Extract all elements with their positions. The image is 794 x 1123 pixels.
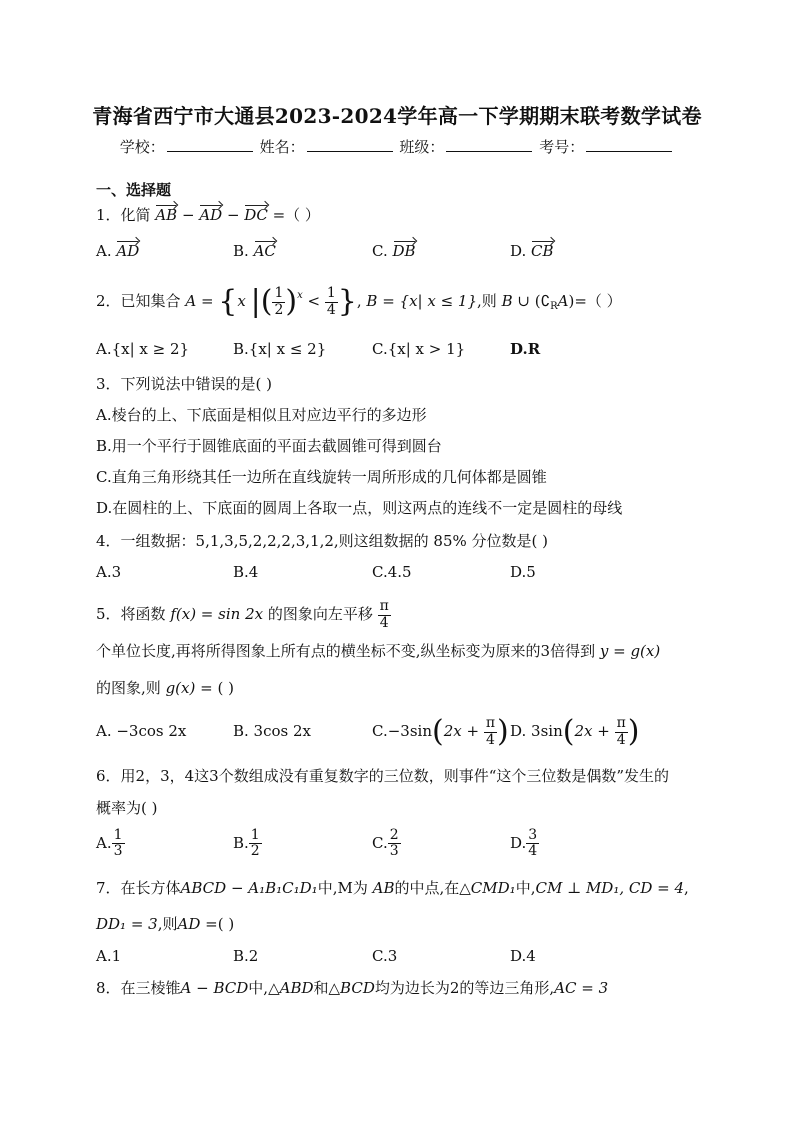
q2-middle: ,则 [477, 292, 497, 310]
q4-option-d[interactable]: D.5 [510, 563, 536, 581]
q5-line3-suffix: ( ) [217, 679, 234, 697]
q8-pyramid: A − BCD [180, 979, 249, 997]
q8-and: 和 [313, 979, 329, 997]
q7-triangle: △CMD₁ [459, 879, 516, 897]
set-b: B = {x| x ≤ 1} [366, 292, 478, 310]
student-info-row [0, 136, 794, 157]
q5-option-d-label: D. 3sin [510, 722, 563, 740]
q5-option-c-label: C.−3sin [372, 722, 432, 740]
q5-option-a[interactable]: A. −3cos 2x [96, 722, 187, 740]
class-blank[interactable] [446, 139, 532, 152]
q7-mid: 中,M为 [317, 879, 368, 897]
school-blank[interactable] [167, 139, 253, 152]
q7-line2-suffix: ,则 [157, 915, 178, 933]
q5-option-c[interactable]: C.−3sin(2x + $\frac{\pi}{4}$ ) [372, 714, 509, 749]
vector-icon: AD [116, 242, 140, 260]
q7-option-c[interactable]: C.3 [372, 947, 398, 965]
q1-stem: 1．化简 AB − AD − DC =（ ） [96, 206, 320, 224]
q1-prefix: 1．化简 [96, 206, 151, 224]
q5-line2-text: 个单位长度,再将所得图象上所有点的横坐标不变,纵坐标变为原来的3倍得到 [96, 642, 596, 660]
q3-option-a[interactable]: A.棱台的上、下底面是相似且对应边平行的多边形 [96, 406, 427, 424]
q5-stem-line1: 5．将函数 f(x) = sin 2x 的图象向左平移 $\frac{\pi}{4}$ [96, 598, 389, 631]
q8-triangle-bcd: △BCD [328, 979, 375, 997]
q5-line2-func: y = g(x) [599, 642, 661, 660]
q4-option-b[interactable]: B.4 [233, 563, 259, 581]
q7-ad: AD = [177, 915, 218, 933]
q4-stem: 4．一组数据：5,1,3,5,2,2,2,3,1,2,则这组数据的 85% 分位数是( ) [96, 532, 549, 550]
q4-option-c[interactable]: C.4.5 [372, 563, 412, 581]
q6-stem-line2: 概率为( ) [96, 799, 158, 817]
page-title: 青海省西宁市大通县2023-2024学年高一下学期期末联考数学试卷 [92, 104, 702, 128]
q7-prefix: 7．在长方体 [96, 879, 181, 897]
name-label: 姓名： [259, 138, 305, 156]
q1-suffix: =（ ） [272, 206, 320, 224]
q6-option-b[interactable]: B. $\frac{1}{2}$ [233, 827, 260, 860]
q3-option-b[interactable]: B.用一个平行于圆锥底面的平面去截圆锥可得到圆台 [96, 437, 442, 455]
q5-line3-func: g(x) = [165, 679, 213, 697]
q2-option-c[interactable]: C.{x| x > 1} [372, 340, 466, 358]
q8-mid2: 均为边长为2的等边三角形, [374, 979, 555, 997]
q2-suffix: =（ ） [574, 292, 622, 310]
q8-stem [96, 978, 754, 998]
q5-line3-text: 的图象,则 [96, 679, 161, 697]
q2-option-d[interactable]: D.R [510, 340, 541, 358]
q1-option-c[interactable]: C. DB [372, 242, 416, 260]
q7-mid3: 中, [515, 879, 536, 897]
q8-triangle-abd: △ABD [268, 979, 314, 997]
q7-solid: ABCD − A₁B₁C₁D₁ [180, 879, 318, 897]
vector-ad: AD [199, 206, 223, 224]
q1-option-d[interactable]: D. CB [510, 242, 554, 260]
q4-option-a[interactable]: A.3 [96, 563, 122, 581]
q5-stem-line3 [96, 678, 754, 698]
q5-stem-line2 [96, 641, 754, 661]
q7-mid2: 的中点,在 [394, 879, 460, 897]
q7-option-a[interactable]: A.1 [96, 947, 122, 965]
q3-option-d[interactable]: D.在圆柱的上、下底面的圆周上各取一点，则这两点的连线不一定是圆柱的母线 [96, 499, 623, 517]
q6-stem-line1: 6．用2，3，4这3个数组成没有重复数字的三位数，则事件“这个三位数是偶数”发生的 [96, 767, 670, 785]
q2-option-a[interactable]: A.{x| x ≥ 2} [96, 340, 190, 358]
q1-option-a[interactable]: A. AD [96, 242, 140, 260]
q7-dd1: DD₁ = 3 [96, 915, 158, 933]
q5-option-b[interactable]: B. 3cos 2x [233, 722, 312, 740]
vector-icon: DB [392, 242, 416, 260]
q3-stem: 3．下列说法中错误的是( ) [96, 375, 273, 393]
q7-line2-end: ( ) [217, 915, 235, 933]
q5-func: f(x) = sin 2x [170, 605, 264, 623]
number-blank[interactable] [586, 139, 672, 152]
q7-condition: CM ⊥ MD₁, CD = 4 [535, 879, 685, 897]
q1-option-b[interactable]: B. AC [233, 242, 276, 260]
q6-option-a[interactable]: A. $\frac{1}{3}$ [96, 827, 123, 860]
number-label: 考号： [539, 138, 585, 156]
q6-option-c[interactable]: C. $\frac{2}{3}$ [372, 827, 399, 860]
q8-mid: 中, [248, 979, 269, 997]
vector-icon: AC [253, 242, 276, 260]
q7-ab: AB [372, 879, 395, 897]
name-blank[interactable] [307, 139, 393, 152]
q7-stem-line2 [96, 914, 754, 934]
q6-option-d[interactable]: D. $\frac{3}{4}$ [510, 827, 538, 860]
q2-prefix: 2．已知集合 [96, 292, 181, 310]
q8-prefix: 8．在三棱锥 [96, 979, 181, 997]
q3-option-c[interactable]: C.直角三角形绕其任一边所在直线旋转一周所形成的几何体都是圆锥 [96, 468, 547, 486]
q8-ac: AC = 3 [554, 979, 609, 997]
q2-stem: 2．已知集合 A = {x |( $\frac{1}{2}$ )$^x$ < $\frac{1}{4}$ }, B = {x| x ≤ 1},则 B ∪ $(∁_RA)=$（ ） [96, 284, 622, 319]
section-heading: 一、选择题 [96, 181, 172, 199]
q2-option-b[interactable]: B.{x| x ≤ 2} [233, 340, 327, 358]
q5-prefix: 5．将函数 [96, 605, 166, 623]
q5-suffix: 的图象向左平移 [267, 605, 373, 623]
vector-ab: AB [155, 206, 178, 224]
q7-stem-line1: 7．在长方体ABCD − A₁B₁C₁D₁中,M为 AB的中点,在△CMD₁中,CM ⊥ MD₁, CD = 4, [96, 879, 689, 897]
q7-option-d[interactable]: D.4 [510, 947, 536, 965]
vector-icon: CB [531, 242, 554, 260]
school-label: 学校： [119, 138, 165, 156]
vector-dc: DC [244, 206, 268, 224]
q7-option-b[interactable]: B.2 [233, 947, 259, 965]
class-label: 班级： [399, 138, 445, 156]
q5-option-d[interactable]: D. 3sin(2x + $\frac{\pi}{4}$ ) [510, 714, 640, 749]
